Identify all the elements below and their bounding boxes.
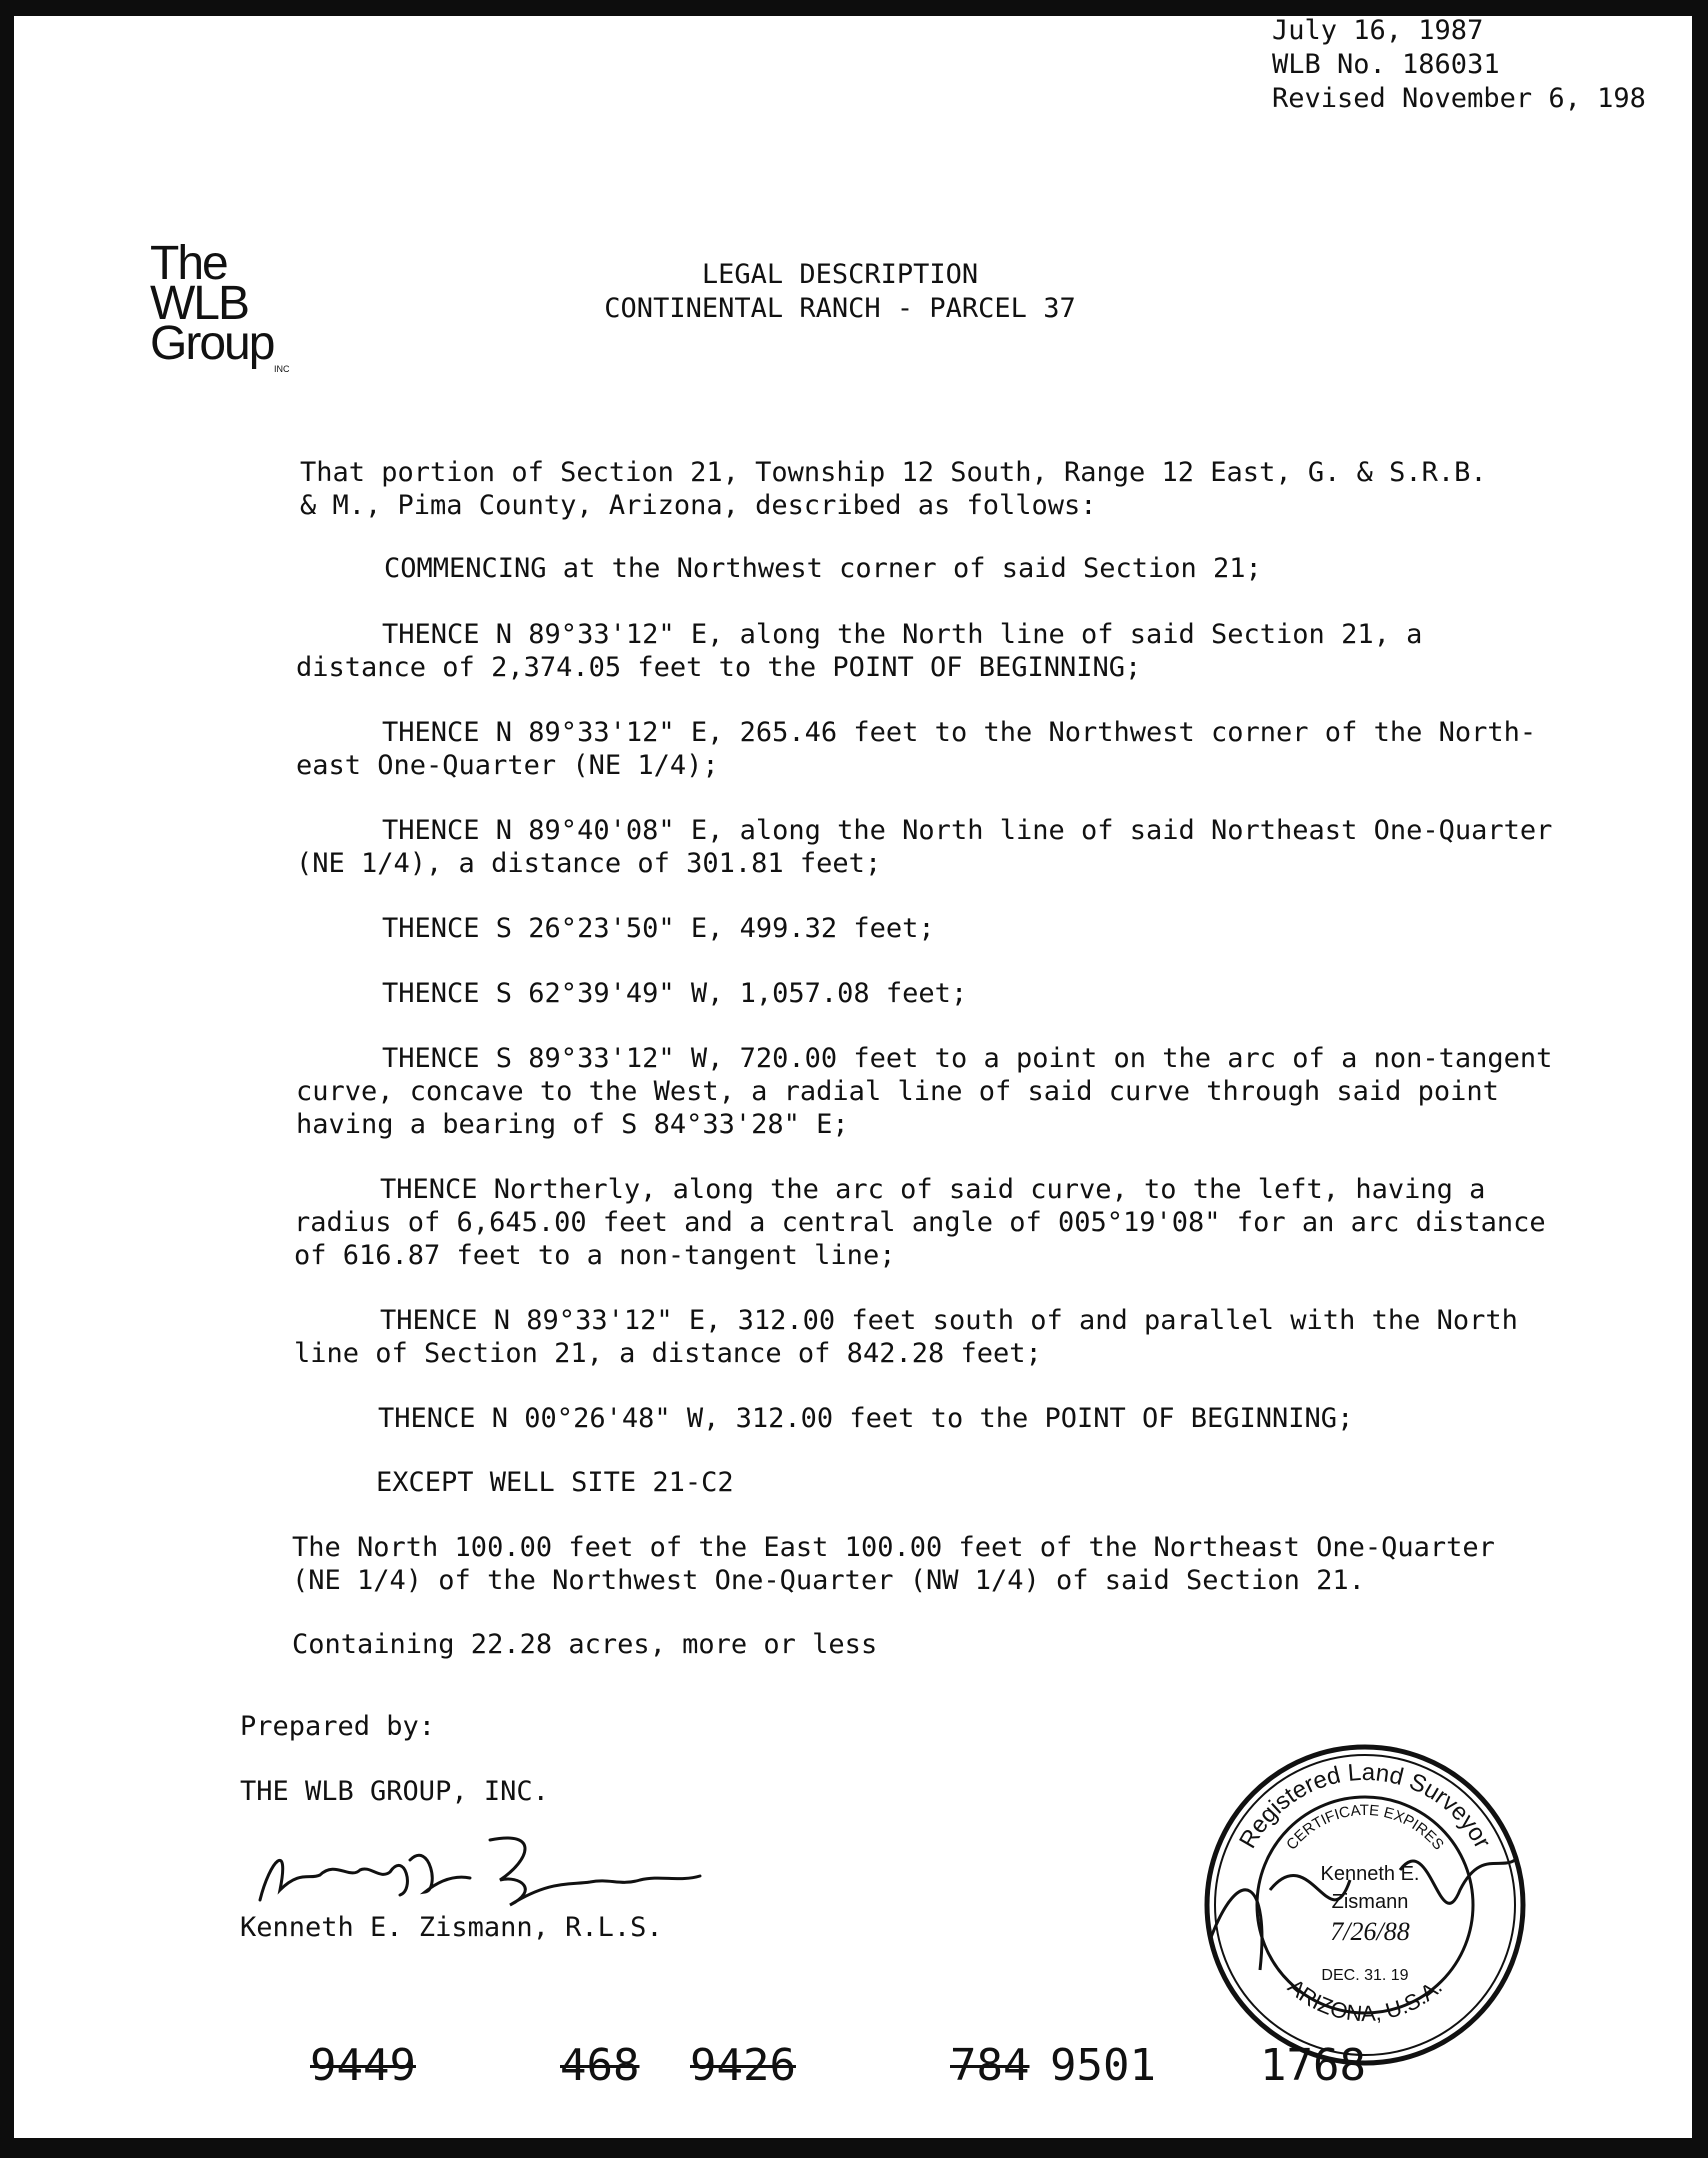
logo-line-wlb: WLB: [150, 277, 249, 330]
prepared-by-label: Prepared by:: [240, 1711, 436, 1742]
reference-number-2: 468: [560, 2040, 640, 2091]
acreage-paragraph: Containing 22.28 acres, more or less: [292, 1629, 878, 1660]
header-revised-date: Revised November 6, 198: [1272, 83, 1646, 114]
document-title: [560, 258, 1120, 326]
title-line-2: CONTINENTAL RANCH - PARCEL 37: [604, 293, 1076, 324]
course-paragraph-2: THENCE N 89°33'12" E, 265.46 feet to the Northwest corner of the North- east One-Quarter (NE 1/4);: [296, 717, 1537, 781]
scan-border-bottom: [0, 2138, 1708, 2158]
scan-border-right: [1692, 0, 1708, 2158]
logo-line-group: Group: [150, 317, 274, 370]
exception-paragraph: The North 100.00 feet of the East 100.00 feet of the Northeast One-Quarter (NE 1/4) of the Northwest One-Quarter (NW 1/4) of said Section 21.: [292, 1532, 1495, 1596]
seal-state-text: ARIZONA, U.S.A.: [1283, 1973, 1447, 2027]
course-paragraph-3: THENCE N 89°40'08" E, along the North line of said Northeast One-Quarter (NE 1/4), a distance of 301.81 feet;: [296, 815, 1553, 879]
signer-name: Kenneth E. Zismann, R.L.S.: [240, 1912, 663, 1943]
seal-expiry: DEC. 31. 19: [1321, 1967, 1409, 1984]
svg-text:CERTIFICATE EXPIRES: [1283, 1802, 1447, 1853]
exception-heading: EXCEPT WELL SITE 21-C2: [376, 1467, 734, 1498]
seal-name-line-2: Zismann: [1331, 1891, 1409, 1913]
bottom-reference-numbers: [310, 2040, 1410, 2110]
reference-number-3: 9426: [690, 2040, 796, 2091]
title-line-1: LEGAL DESCRIPTION: [701, 259, 979, 290]
header-wlb-number: WLB No. 186031: [1272, 49, 1500, 80]
logo-inc: INC: [274, 364, 290, 374]
seal-ring-text: Registered Land Surveyor: [1234, 1758, 1496, 1854]
commencing-paragraph: COMMENCING at the Northwest corner of said Section 21;: [384, 553, 1262, 584]
course-paragraph-7: THENCE Northerly, along the arc of said curve, to the left, having a radius of 6,645.00 feet and a central angle of 005°19'08" for an arc distance of 616.87 feet to a non-tangent line;: [294, 1174, 1546, 1271]
course-paragraph-9: THENCE N 00°26'48" W, 312.00 feet to the POINT OF BEGINNING;: [378, 1403, 1354, 1434]
course-paragraph-4: THENCE S 26°23'50" E, 499.32 feet;: [382, 913, 935, 944]
seal-signed-date: 7/26/88: [1330, 1917, 1410, 1946]
scan-border-left: [0, 0, 14, 2158]
handwritten-signature: [240, 1820, 720, 1920]
reference-number-5: 9501: [1050, 2040, 1156, 2091]
course-paragraph-1: THENCE N 89°33'12" E, along the North line of said Section 21, a distance of 2,374.05 feet to the POINT OF BEGINNING;: [296, 619, 1423, 683]
wlb-group-logo: [150, 237, 300, 374]
course-paragraph-5: THENCE S 62°39'49" W, 1,057.08 feet;: [382, 978, 968, 1009]
document-header-info: [1272, 14, 1646, 116]
seal-name-line-1: Kenneth E.: [1320, 1863, 1420, 1885]
logo-line-the: The: [150, 237, 227, 290]
header-date: July 16, 1987: [1272, 15, 1484, 46]
surveyor-seal: [1200, 1740, 1530, 2070]
reference-number-6: 1768: [1260, 2040, 1366, 2091]
reference-number-4: 784: [950, 2040, 1030, 2091]
company-name: THE WLB GROUP, INC.: [240, 1776, 549, 1807]
course-paragraph-8: THENCE N 89°33'12" E, 312.00 feet south of and parallel with the North line of Section 21, a distance of 842.28 feet;: [294, 1305, 1518, 1369]
intro-paragraph: That portion of Section 21, Township 12 South, Range 12 East, G. & S.R.B. & M., Pima County, Arizona, described as follows:: [300, 457, 1487, 521]
course-paragraph-6: THENCE S 89°33'12" W, 720.00 feet to a point on the arc of a non-tangent curve, concave to the West, a radial line of said curve through said point having a bearing of S 84°33'28" E;: [296, 1043, 1553, 1140]
seal-inner-text: CERTIFICATE EXPIRES: [1283, 1801, 1447, 1854]
reference-number-1: 9449: [310, 2040, 416, 2091]
